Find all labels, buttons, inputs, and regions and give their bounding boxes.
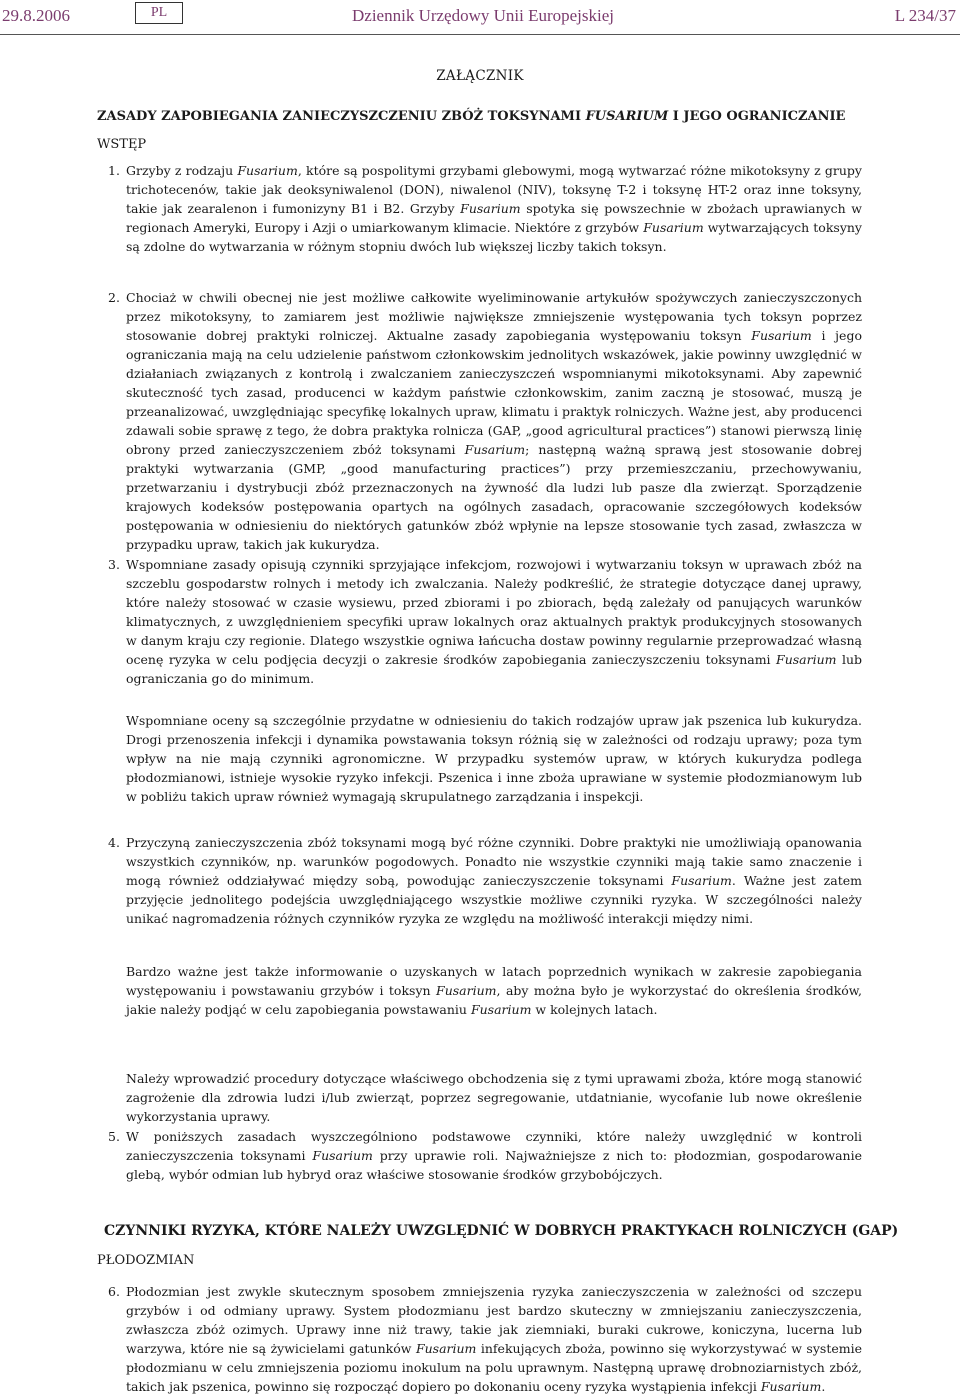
title-part-2: I JEGO OGRANICZANIE bbox=[668, 109, 846, 124]
paragraph-6 bbox=[126, 1282, 862, 1396]
italic-term: Fusarium bbox=[470, 1002, 532, 1017]
text-segment: lub ograniczania go do minimum. bbox=[126, 652, 862, 686]
text-segment: . Ważne jest zatem przyjęcie jednolitego podejścia uwzględniającego wszystkie możliwe czynniki ryzyka. W szczególności należy unikać nagromadzenia różnych czynników ryzyka ze względu na możliwość interakcji między nimi. bbox=[126, 873, 862, 926]
title-part-1: ZASADY ZAPOBIEGANIA ZANIECZYSZCZENIU ZBÓŻ TOKSYNAMI bbox=[97, 109, 586, 124]
paragraph-2 bbox=[126, 288, 862, 554]
text-segment: , aby można było je wykorzystać do określenia środków, jakie należy podjąć w celu zapobiegania powstawaniu bbox=[126, 983, 862, 1017]
text-segment: Wspomniane zasady opisują czynniki sprzyjające infekcjom, rozwojowi i wytwarzaniu toksyn w uprawach zbóż na szczeblu gospodarstw rolnych i metody ich zwalczania. Należy podkreślić, że strategie dotyczące danej uprawy, które należy stosować w czasie wysiewu, przed zbiorami i po zbiorach, będą zależały od panujących warunków klimatycznych, z uwzględnieniem specyfiki upraw lokalnych oraz aktualnych praktyk produkcyjnych stosowanych w danym kraju czy regionie. Dlatego wszystkie ogniwa łańcucha dostaw powinny regularnie przeprowadzać własną ocenę ryzyka w celu podjęcia decyzji o zakresie środków zapobiegania zanieczyszczeniu toksynami bbox=[126, 557, 862, 667]
italic-term: Fusarium bbox=[312, 1148, 373, 1163]
text-segment: w kolejnych latach. bbox=[531, 1002, 658, 1017]
paragraph-number-4: 4. bbox=[108, 835, 120, 850]
paragraph-4-continued-1 bbox=[126, 962, 862, 1019]
journal-title: Dziennik Urzędowy Unii Europejskiej bbox=[352, 6, 615, 25]
page-reference: L 234/37 bbox=[894, 6, 956, 25]
text-segment: Bardzo ważne jest także informowanie o uzyskanych w latach poprzednich wynikach w zakresie zapobiegania występowaniu i powstawaniu grzybów i toksyn bbox=[126, 964, 862, 998]
paragraph-1 bbox=[126, 161, 862, 256]
paragraph-number-5: 5. bbox=[108, 1129, 120, 1144]
intro-heading: WSTĘP bbox=[97, 137, 147, 152]
italic-term: Fusarium bbox=[464, 442, 526, 457]
text-segment: Grzyby z rodzaju bbox=[126, 163, 238, 178]
paragraph-number-6: 6. bbox=[108, 1284, 120, 1299]
text-segment: przy uprawie roli. Najważniejsze z nich to: płodozmian, gospodarowanie glebą, wybór odmian lub hybryd oraz właściwe stosowanie środków grzybobójczych. bbox=[126, 1148, 862, 1182]
italic-term: Fusarium bbox=[643, 220, 704, 235]
italic-term: Fusarium bbox=[415, 1341, 477, 1356]
text-segment: infekujących zboża, powinno się wykorzystywać w systemie płodozmianu w celu zmniejszenia poziomu inokulum na polu uprawnym. Następną uprawę drobnoziarnistych zbóż, takich jak pszenica, powinno się rozpocząć dopiero po dokonaniu oceny ryzyka wystąpienia infekcji bbox=[126, 1341, 862, 1394]
paragraph-4-continued-2 bbox=[126, 1069, 862, 1126]
publication-date: 29.8.2006 bbox=[2, 6, 70, 25]
text-segment: i jego ograniczania mają na celu udzielenie państwom członkowskim jednolitych wskazówek, jakie powinny uwzględnić w działaniach związanych z kontrolą i zwalczaniem zanieczyszczeń wspomnianymi mikotoksynami. Aby zapewnić skuteczność tych zasad, producenci w każdym państwie członkowskim, zanim zaczną je stosować, muszą je przeanalizować, uwzględniając specyfikę lokalnych upraw, klimatu i praktyk rolniczych. Ważne jest, aby producenci zdawali sobie sprawę z tego, że dobra praktyka rolnicza (GAP, „good agricultural practices”) stanowi pierwszą linię obrony przed zanieczyszczeniem zbóż toksynami bbox=[126, 328, 862, 457]
text-segment: spotyka się powszechnie w zbożach uprawianych w regionach Ameryki, Europy i Azji o umiarkowanym klimacie. Niektóre z grzybów bbox=[126, 201, 862, 235]
annex-label: ZAŁĄCZNIK bbox=[436, 68, 524, 84]
section-title-risk-factors: CZYNNIKI RYZYKA, KTÓRE NALEŻY UWZGLĘDNIĆ W DOBRYCH PRAKTYKACH ROLNICZYCH (GAP) bbox=[104, 1223, 899, 1239]
italic-term: Fusarium bbox=[671, 873, 732, 888]
text-segment: . bbox=[821, 1379, 826, 1394]
paragraph-number-1: 1. bbox=[108, 163, 120, 178]
paragraph-3 bbox=[126, 555, 862, 688]
italic-term: Fusarium bbox=[760, 1379, 822, 1394]
text-segment: Przyczyną zanieczyszczenia zbóż toksynami mogą być różne czynniki. Dobre praktyki nie umożliwiają opanowania wszystkich czynników, np. warunków pogodowych. Ponadto nie wszystkie czynniki mają takie samo znaczenie i mogą również oddziaływać między sobą, powodując zanieczyszczenie toksynami bbox=[126, 835, 862, 888]
paragraph-number-2: 2. bbox=[108, 290, 120, 305]
italic-term: Fusarium bbox=[751, 328, 812, 343]
italic-term: Fusarium bbox=[460, 201, 521, 216]
text-segment: ; następną ważną sprawą jest stosowanie dobrej praktyki wytwarzania (GMP, „good manufacturing practices”) przy przemieszczaniu, przechowywaniu, przetwarzaniu i dystrybucji zbóż przeznaczonych na żywność dla ludzi lub pasze dla zwierząt. Sporządzenie krajowych kodeksów postępowania opartych na ogólnych zasadach, opracowanie szczegółowych kodeksów postępowania w odniesieniu do niektórych gatunków zbóż wpłynie na lepsze stosowanie tych zasad, zwłaszcza w przypadku upraw, takich jak kukurydza. bbox=[126, 442, 862, 552]
header-divider bbox=[0, 34, 960, 35]
text-segment: wytwarzających toksyny są zdolne do wytwarzania w różnym stopniu dwóch lub większej liczby takich toksyn. bbox=[126, 220, 862, 254]
title-italic: FUSARIUM bbox=[585, 109, 669, 124]
italic-term: Fusarium bbox=[436, 983, 497, 998]
text-segment: , które są pospolitymi grzybami glebowymi, mogą wytwarzać różne mikotoksyny z grupy trichotecenów, takie jak deoksyniwalenol (DON), niwalenol (NIV), toksynę T-2 i toksynę HT-2 oraz inne toksyny, takie jak zearalenon i fumonizyny B1 i B2. Grzyby bbox=[126, 163, 862, 216]
text-segment: Należy wprowadzić procedury dotyczące właściwego obchodzenia się z tymi uprawami zboża, które mogą stanowić zagrożenie dla zdrowia ludzi i/lub zwierząt, poprzez segregowanie, utdatnianie, wycofanie lub nowe określenie wykorzystania uprawy. bbox=[126, 1071, 862, 1124]
text-segment: Chociaż w chwili obecnej nie jest możliwe całkowite wyeliminowanie artykułów spożywczych zanieczyszczonych przez mikotoksyny, to zamiarem jest możliwie największe zmniejszenie występowania tych toksyn poprzez stosowanie dobrej praktyki rolniczej. Aktualne zasady zapobiegania występowaniu toksyn bbox=[126, 290, 862, 343]
paragraph-number-3: 3. bbox=[108, 557, 120, 572]
crop-rotation-heading: PŁODOZMIAN bbox=[97, 1253, 195, 1268]
page-header bbox=[0, 0, 960, 36]
italic-term: Fusarium bbox=[776, 652, 837, 667]
text-segment: W poniższych zasadach wyszczególniono podstawowe czynniki, które należy uwzględnić w kontroli zanieczyszczenia toksynami bbox=[126, 1129, 862, 1163]
paragraph-5 bbox=[126, 1127, 862, 1184]
language-badge: PL bbox=[135, 2, 183, 24]
italic-term: Fusarium bbox=[237, 163, 298, 178]
document-title bbox=[97, 109, 845, 124]
text-segment: Płodozmian jest zwykle skutecznym sposobem zmniejszenia ryzyka zanieczyszczenia w zależności od szczepu grzybów i od odmiany uprawy. System płodozmianu jest bardzo skuteczny w zmniejszaniu zanieczyszczenia, zwłaszcza zbóż ozimych. Uprawy inne niż trawy, takie jak ziemniaki, buraki cukrowe, koniczyna, lucerna lub warzywa, które nie są żywicielami gatunków bbox=[126, 1284, 862, 1356]
text-segment: Wspomniane oceny są szczególnie przydatne w odniesieniu do takich rodzajów upraw jak pszenica lub kukurydza. Drogi przenoszenia infekcji i dynamika powstawania toksyn różnią się w zależności od rodzaju uprawy; poza tym wpływ na nie mają czynniki agronomiczne. W przypadku systemów upraw, w których kukurydza podlega płodozmianowi, istnieje wysokie ryzyko infekcji. Pszenica i inne zboża uprawiane w systemie płodozmianowym lub w pobliżu takich upraw również wymagają skrupulatnego zarządzania i inspekcji. bbox=[126, 713, 862, 804]
paragraph-4 bbox=[126, 833, 862, 928]
paragraph-3-continued bbox=[126, 711, 862, 806]
